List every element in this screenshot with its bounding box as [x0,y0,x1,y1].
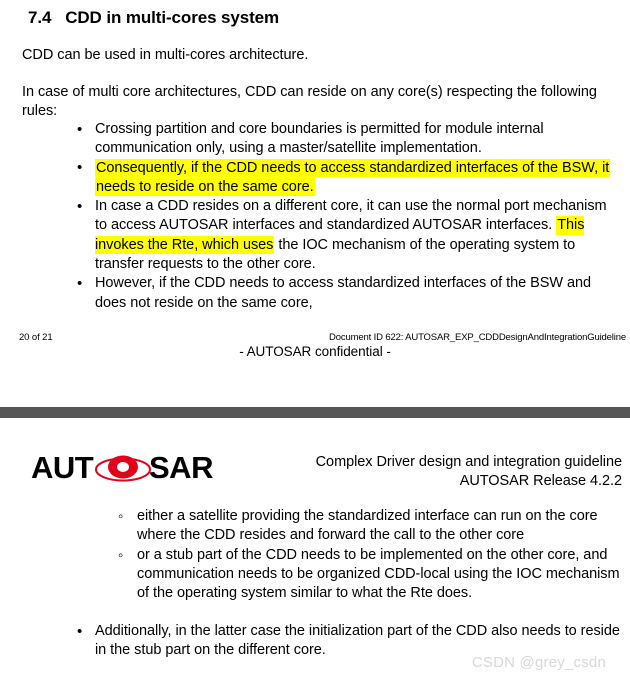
list-item-text: However, if the CDD needs to access standardized interfaces of the BSW and does not reside on the same core, [95,275,591,311]
intro-paragraph-second: In case of multi core architectures, CDD can reside on any core(s) respecting the following rules: [22,84,597,119]
rules-bullet-list [60,120,620,313]
document-page-two [0,418,630,680]
document-header [202,453,622,490]
confidentiality-notice: - AUTOSAR confidential - [239,344,391,359]
page-number: 20 of 21 [19,332,53,343]
list-item [60,197,620,274]
list-item-text: either a satellite providing the standardized interface can run on the core where the CDD resides and forward the call to the other core [137,508,598,544]
list-item [60,274,620,313]
page-title: 7.4 CDD in multi-cores system [28,8,280,27]
svg-text:SAR: SAR [149,451,213,485]
list-item-text: Additionally, in the latter case the initialization part of the CDD also needs to reside in the stub part on the different core. [95,623,620,659]
header-line-title: Complex Driver design and integration guideline [315,454,622,470]
highlighted-text: Consequently, if the CDD needs to access standardized interfaces of the BSW, it needs to reside on the same core. [96,159,610,195]
list-item-text: Crossing partition and core boundaries is permitted for module internal communication only, using a master/satellite implementation. [95,121,544,157]
page-footer [0,330,630,380]
list-item-text-after: the IOC mechanism of the operating system to transfer requests to the other core. [95,236,576,273]
list-item [104,546,624,604]
highlighted-text: This invokes the Rte, which uses [95,217,585,253]
list-item-text-before: In case a CDD resides on a different core, it can use the normal port mechanism to access AUTOSAR interfaces and standardized AUTOSAR interfaces. [95,198,607,234]
page-separator-band [0,407,630,418]
list-item-text: or a stub part of the CDD needs to be implemented on the other core, and communication needs to be organized CDD-local using the IOC mechanism of the operating system similar to what the Rte does. [137,546,620,602]
sub-bullet-list [104,507,624,603]
svg-text:AUT: AUT [31,451,94,485]
list-item [60,120,620,159]
list-item [60,159,620,198]
list-item [104,507,624,546]
watermark: CSDN @grey_csdn [471,654,606,671]
document-id: Document ID 622: AUTOSAR_EXP_CDDDesignAndIntegrationGuideline [329,332,626,343]
header-line-release: AUTOSAR Release 4.2.2 [459,472,622,489]
intro-paragraph-first: CDD can be used in multi-cores architecture. [22,47,309,63]
